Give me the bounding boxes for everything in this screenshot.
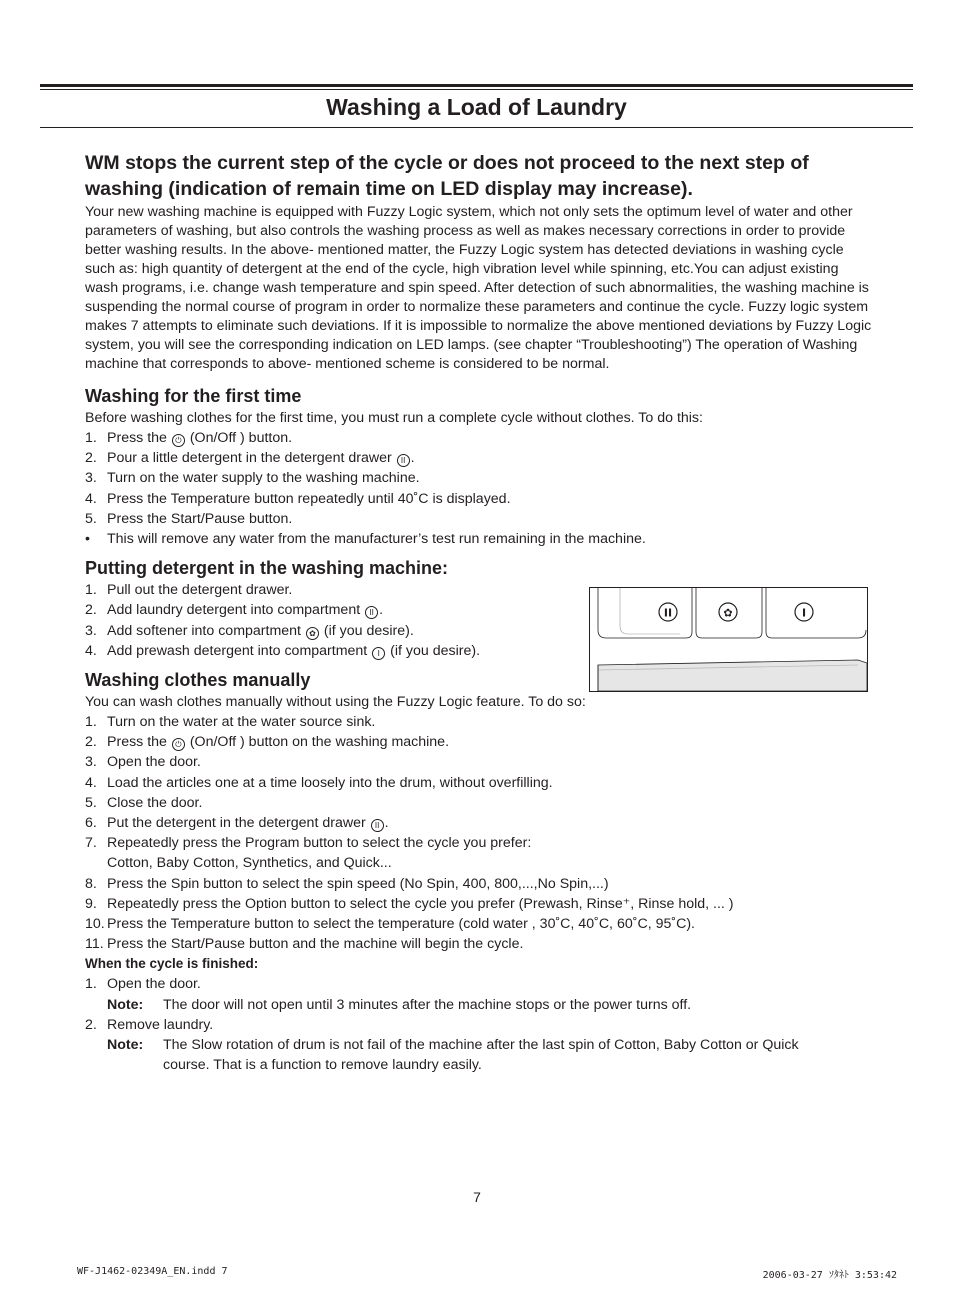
- step-text: Put the detergent in the detergent drawer: [107, 815, 370, 832]
- manual-step: [85, 773, 875, 793]
- step-text-after: (On/Off ) button on the washing machine.: [185, 734, 450, 751]
- step-number: 3.: [85, 622, 97, 639]
- step-text-after: (if you desire).: [386, 642, 481, 659]
- footer-file-info: WF-J1462-02349A_EN.indd 7: [77, 1266, 228, 1277]
- main-wash-label-icon: II: [663, 606, 673, 620]
- section-first-time: [85, 384, 875, 549]
- step-number: 5.: [85, 510, 97, 527]
- manual-step: [85, 793, 875, 813]
- first-time-step: [85, 529, 875, 549]
- manual-step: [85, 914, 875, 934]
- step-text-after: (if you desire).: [319, 622, 414, 639]
- note-text: The door will not open until 3 minutes after the machine stops or the power turns off.: [163, 996, 692, 1013]
- step-number: 1.: [85, 582, 97, 599]
- step-text: Press the Temperature button repeatedly until 40˚C is displayed.: [107, 490, 511, 507]
- manual-step: [85, 833, 875, 873]
- manual-intro: You can wash clothes manually without using the Fuzzy Logic feature. To do so:: [85, 694, 586, 711]
- step-number: 4.: [85, 642, 97, 659]
- finished-step: [85, 974, 875, 1014]
- section-heading-wm-stops: WM stops the current step of the cycle or does not proceed to the next step of washing (indication of remain time on LED display may increase).: [85, 152, 809, 200]
- step-text: Press the Start/Pause button and the machine will begin the cycle.: [107, 936, 524, 953]
- finished-steps: [85, 974, 875, 1075]
- first-time-step: [85, 509, 875, 529]
- section-body-fuzzy-logic: Your new washing machine is equipped with Fuzzy Logic system, which not only sets the optimum level of water and other parameters of washing, but also controls the washing process as well as makes necessary corrections in order to provide better washing results. In the above- mentioned matter, the Fuzzy Logic system has detected deviations in washing cycle such as: high quantity of detergent at the end of the cycle, high vibration level while spinning, etc.You can adjust existing wash programs, i.e. change wash temperature and spin speed. After detection of such abnormalities, the washing machine is suspending the normal course of program in order to normalize these parameters and continue the cycle. Fuzzy logic system makes 7 attempts to eliminate such deviations. If it is impossible to normalize the above mentioned deviations by Fuzzy Logic system, you will see the corresponding indication on LED lamps. (see chapter “Troubleshooting”) The operation of Washing machine that corresponds to above- mentioned scheme is considered to be normal.: [85, 204, 872, 372]
- step-text: Press the Start/Pause button.: [107, 510, 293, 527]
- manual-step: [85, 712, 875, 732]
- step-text: Pull out the detergent drawer.: [107, 582, 293, 599]
- compartment-icon: ⏻: [172, 738, 185, 751]
- step-text: Add prewash detergent into compartment: [107, 642, 372, 659]
- step-text: Repeatedly press the Program button to select the cycle you prefer:: [107, 835, 532, 852]
- step-number: 10.: [85, 916, 105, 933]
- step-number: 7.: [85, 835, 97, 852]
- note-text: The Slow rotation of drum is not fail of the machine after the last spin of Cotton, Baby Cotton or Quick course. That is a function to remove laundry easily.: [163, 1037, 799, 1074]
- step-text: Turn on the water supply to the washing machine.: [107, 470, 420, 487]
- step-number: 3.: [85, 470, 97, 487]
- first-time-step: [85, 428, 875, 448]
- first-time-steps: [85, 428, 875, 549]
- first-time-step: [85, 489, 875, 509]
- step-number: 4.: [85, 774, 97, 791]
- compartment-icon: ✿: [306, 627, 319, 640]
- compartment-icon: II: [371, 819, 384, 832]
- step-text-after: (On/Off ) button.: [185, 430, 293, 446]
- section-wm-stops: [85, 150, 875, 374]
- manual-step: [85, 874, 875, 894]
- step-number: 3.: [85, 754, 97, 771]
- step-text: Add softener into compartment: [107, 622, 305, 639]
- step-text: Load the articles one at a time loosely into the drum, without overfilling.: [107, 774, 553, 791]
- step-text: Remove laundry.: [107, 1016, 214, 1033]
- step-number: 1.: [85, 976, 97, 993]
- step-text: Press the Spin button to select the spin speed (No Spin, 400, 800,...,No Spin,...): [107, 875, 609, 892]
- section-heading-first-time: Washing for the first time: [85, 386, 302, 406]
- section-heading-detergent: Putting detergent in the washing machine:: [85, 558, 449, 579]
- manual-step: [85, 813, 875, 833]
- step-number: 8.: [85, 875, 97, 892]
- header-rule-thick: [40, 84, 913, 87]
- step-text: Pour a little detergent in the detergent drawer: [107, 450, 396, 467]
- step-number: •: [85, 531, 90, 548]
- section-manual: [85, 668, 875, 1075]
- manual-step: [85, 894, 875, 914]
- first-time-intro: Before washing clothes for the first time, you must run a complete cycle without clothes. To do this:: [85, 410, 703, 426]
- step-number: 11.: [85, 936, 104, 953]
- step-note: [107, 995, 875, 1015]
- step-text: Add laundry detergent into compartment: [107, 602, 365, 619]
- step-text: Press the: [107, 734, 171, 751]
- step-note: [107, 1035, 875, 1075]
- page-number: 7: [473, 1189, 481, 1205]
- step-text: This will remove any water from the manufacturer’s test run remaining in the machine.: [107, 531, 646, 548]
- prewash-label-icon: I: [801, 606, 807, 620]
- first-time-step: [85, 468, 875, 488]
- step-number: 2.: [85, 1016, 97, 1033]
- step-text: Turn on the water at the water source sink.: [107, 714, 376, 731]
- step-text-after: .: [379, 602, 384, 619]
- step-number: 4.: [85, 490, 97, 507]
- manual-step: [85, 752, 875, 772]
- step-number: 1.: [85, 430, 97, 446]
- manual-step: [85, 934, 875, 954]
- step-text: Press the Temperature button to select the temperature (cold water , 30˚C, 40˚C, 60˚C, 95˚C).: [107, 916, 695, 933]
- footer-timestamp: 2006-03-27 ｿﾀﾈﾄ 3:53:42: [762, 1270, 897, 1281]
- finished-heading: When the cycle is finished:: [85, 956, 259, 972]
- step-text: Open the door.: [107, 976, 201, 993]
- step-number: 2.: [85, 602, 97, 619]
- step-text: Press the: [107, 430, 171, 446]
- step-number: 5.: [85, 794, 97, 811]
- step-number: 2.: [85, 734, 97, 751]
- step-text: Close the door.: [107, 794, 203, 811]
- compartment-icon: I: [372, 647, 385, 660]
- softener-label-icon: ✿: [723, 606, 733, 620]
- compartment-icon: ⏻: [172, 434, 185, 447]
- section-heading-manual: Washing clothes manually: [85, 670, 311, 691]
- step-number: 6.: [85, 815, 97, 832]
- header-rule-bottom: [40, 127, 913, 128]
- step-number: 9.: [85, 895, 97, 912]
- step-text: Repeatedly press the Option button to select the cycle you prefer (Prewash, Rinse⁺, Rinse hold, ... ): [107, 895, 734, 912]
- step-text: Open the door.: [107, 754, 201, 771]
- finished-step: [85, 1015, 875, 1076]
- step-number: 1.: [85, 714, 97, 731]
- step-number: 2.: [85, 450, 97, 467]
- first-time-step: [85, 448, 875, 468]
- page-title: Washing a Load of Laundry: [326, 94, 627, 120]
- note-label: Note:: [107, 1037, 144, 1054]
- step-text-after: .: [410, 450, 415, 467]
- manual-step: [85, 732, 875, 752]
- manual-steps: [85, 712, 875, 954]
- compartment-icon: II: [397, 454, 410, 467]
- step-text-after: .: [384, 815, 389, 832]
- compartment-icon: II: [365, 606, 378, 619]
- detergent-drawer-illustration: [590, 588, 867, 691]
- note-label: Note:: [107, 996, 144, 1013]
- step-text-continued: Cotton, Baby Cotton, Synthetics, and Quick...: [107, 855, 392, 872]
- detergent-drawer-figure: [589, 587, 868, 692]
